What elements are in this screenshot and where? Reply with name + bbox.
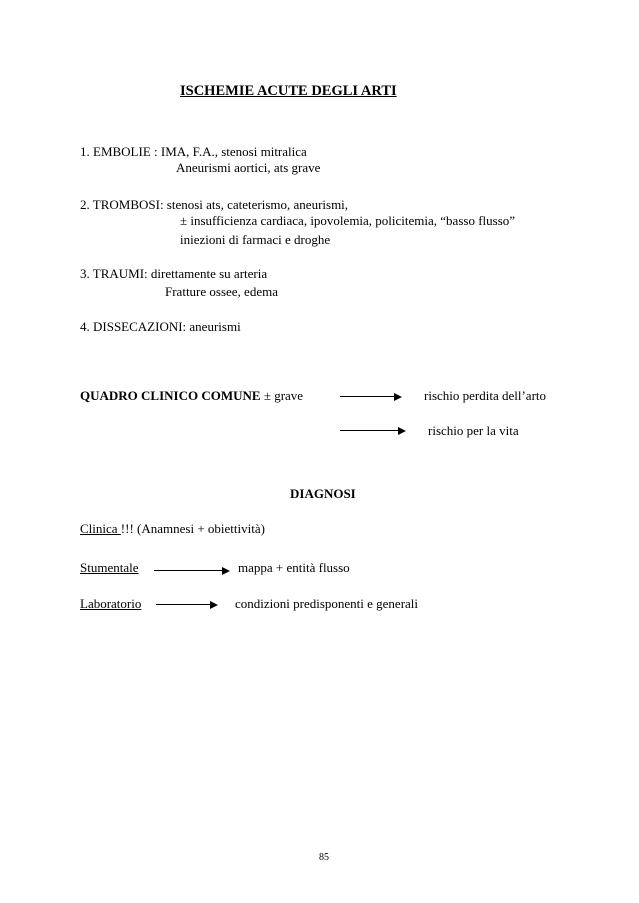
arrow-right-icon xyxy=(340,393,402,401)
cause-dissecazioni: 4. DISSECAZIONI: aneurismi xyxy=(80,319,241,334)
diagnosi-heading: DIAGNOSI xyxy=(290,486,356,501)
clinical-picture xyxy=(80,389,303,402)
clinical-label: QUADRO CLINICO COMUNE xyxy=(80,388,261,403)
strumentale-value: mappa + entità flusso xyxy=(238,560,350,575)
cause-traumi-detail: Fratture ossee, edema xyxy=(165,284,278,299)
laboratorio-label: Laboratorio xyxy=(80,596,142,611)
cause-trombosi-detail-1: ± insufficienza cardiaca, ipovolemia, policitemia, “basso flusso” xyxy=(180,213,516,228)
cause-embolie: 1. EMBOLIE : IMA, F.A., stenosi mitralica xyxy=(80,144,307,159)
arrow-right-icon xyxy=(340,427,406,435)
cause-trombosi-detail-2: iniezioni di farmaci e droghe xyxy=(180,232,331,247)
clinical-suffix: ± grave xyxy=(260,388,304,403)
clinica-rest: !!! (Anamnesi + obiettività) xyxy=(120,521,265,536)
arrow-right-icon xyxy=(156,601,218,609)
laboratorio-value: condizioni predisponenti e generali xyxy=(235,596,419,611)
diagnosi-clinica xyxy=(80,522,265,535)
cause-embolie-detail: Aneurismi aortici, ats grave xyxy=(176,160,321,175)
strumentale-label: Stumentale xyxy=(80,560,139,575)
document-title: ISCHEMIE ACUTE DEGLI ARTI xyxy=(180,83,397,99)
outcome-life-risk: rischio per la vita xyxy=(428,423,519,438)
cause-trombosi: 2. TROMBOSI: stenosi ats, cateterismo, aneurismi, xyxy=(80,197,349,212)
clinica-label: Clinica xyxy=(80,521,121,536)
page-number: 85 xyxy=(319,852,329,863)
arrow-right-icon xyxy=(154,567,230,575)
outcome-limb-loss: rischio perdita dell’arto xyxy=(424,388,547,403)
cause-traumi: 3. TRAUMI: direttamente su arteria xyxy=(80,266,268,281)
